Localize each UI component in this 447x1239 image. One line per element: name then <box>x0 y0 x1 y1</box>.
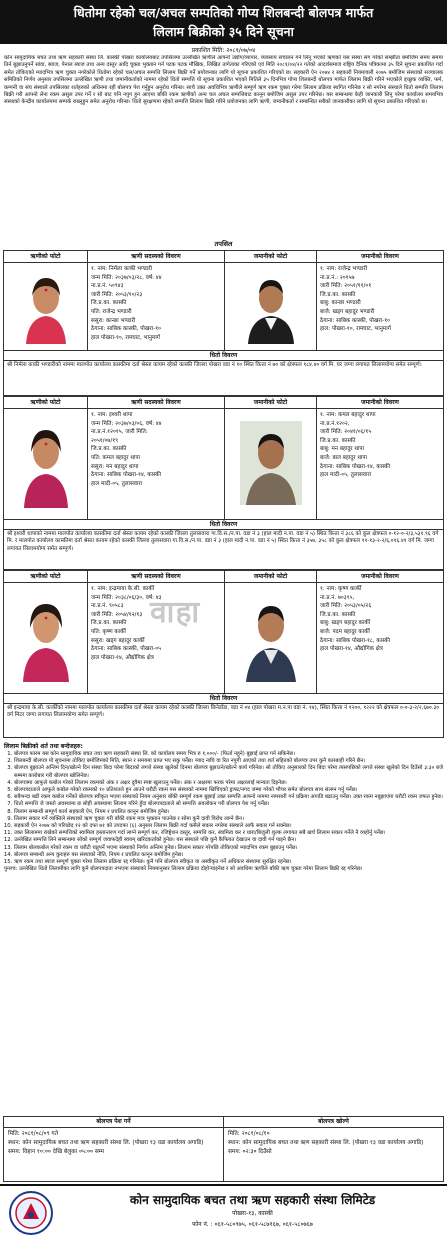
condition-item: 15. ऋण रकम तथा ब्याज सम्पूर्ण चुक्ता गरेमा लिलाम प्रक्रिया रद्द गरिनेछ। कुनै पनि बोलपत्र स्वीकृत वा अस्वीकृत गर्ने अधिकार संस्थामा सुरक्षित रहनेछ। <box>14 859 443 866</box>
guarantor-line: ठेगाना: साबिक कास्की, पोखरा-१० <box>320 317 391 324</box>
guarantor-photo <box>233 413 308 513</box>
guarantor-line: १. नाम: कमल बहादुर थापा <box>320 412 376 418</box>
borrower-line: ससुरा: मन बहादुर थापा <box>91 463 139 470</box>
bid-submission-title: बोलपत्र पेश गर्ने <box>4 1117 223 1128</box>
borrower-line: जारी मिति: २०५३/१०/२३ <box>91 291 143 298</box>
guarantor-photo-cell <box>225 571 317 693</box>
borrower-photo-header: ऋणीको फोटो <box>4 397 87 409</box>
borrower-line: १. नाम: इश्वरी थापा <box>91 412 133 418</box>
condition-item: 1. बोलपत्र फारम यस कोन सामुदायिक बचत तथा ऋण सहकारी संस्था लि. को कार्यालय समय भित्र रु १,०००/- (फिर्ता नहुने) बुझाई प्राप्त गर्न सकिनेछ। <box>14 751 443 758</box>
record-1 <box>3 250 444 351</box>
condition-item: 11. उक्त लिलाममा राखेको सम्पत्तिको स्वामित्व हस्तान्तरण गर्दा लाग्ने सम्पूर्ण कर, रजिष्ट्रेशन दस्तुर, सम्पत्ति कर, स्वामित्व कर र धारा/बिजुली शुल्क लगायत सबै खर्च लिलाम सकार गर्नेले नै व्यहोर्नु पर्नेछ। <box>14 830 443 837</box>
borrower-line: १. नाम: निर्मला काकी भण्डारी <box>91 266 152 272</box>
guarantor-line: जि.प्र.का. कास्की <box>320 611 356 618</box>
guarantor-line: जारी मिति: २०४१/०६/१५ <box>320 429 372 436</box>
guarantor-details-cell <box>317 571 443 693</box>
guarantor-line: बाबु: कान्छा भण्डारी <box>320 300 361 307</box>
borrower-photo-cell <box>4 571 88 693</box>
publish-date: प्रकाशित मिति: २०८१/०७/०४ <box>191 47 256 54</box>
borrower-line: ना.प्र.नं. ५०९४३ <box>91 283 124 290</box>
header-title-line1: धितोमा रहेको चल/अचल सम्पतिको गोप्य शिलबन्दी बोलपत्र मार्फत <box>73 5 374 20</box>
borrower-line: जि.प्र.का. कास्की <box>91 446 127 453</box>
borrower-line: २०५१/०७/१९ <box>91 437 119 444</box>
borrower-line: पति: राजेन्द्र भण्डारी <box>91 308 132 315</box>
borrower-line: ठेगाना: साबिक कास्की, पोखरा-१० <box>91 326 162 333</box>
man-portrait-icon <box>240 592 302 682</box>
man-portrait-icon <box>240 421 302 505</box>
guarantor-line: बाबु: मन बहादुर थापा <box>320 446 365 453</box>
borrower-line: हाल मादी-०५, तुलासवारा <box>91 480 143 487</box>
intro-section <box>4 46 443 240</box>
guarantor-photo-header: जमानीको फोटो <box>225 397 316 409</box>
borrower-photo <box>12 587 79 687</box>
borrower-line: पति: कमल बहादुर थापा <box>91 454 140 461</box>
postscript-note: पुनश्च: उल्लेखित धितो लिलामीका लागि कुनै बोलपत्रदाता नभएमा संस्थाको नियमानुसार लिलाम प्रक्रिया दोहोर्‍याइनेछ र सो अवधिमा ऋणीले बाँकी ऋण चुक्ता गरेमा लिलाम बिक्री रद्द गरिनेछ। <box>4 866 363 873</box>
guarantor-details <box>317 409 443 482</box>
watermark: वाहा <box>150 596 201 629</box>
guarantor-line: ना.प्र.नं.: २०१५७ <box>320 274 355 281</box>
tapasil-heading: तपसिल <box>214 240 233 248</box>
collateral-section-3 <box>3 694 444 738</box>
woman-portrait-icon <box>15 592 77 682</box>
woman-portrait-icon <box>16 268 76 344</box>
guarantor-line: बाजे: बाल बहादुर थापा <box>320 454 367 461</box>
guarantor-line: हाल पोखरा-१४, औद्योगिक क्षेत्र <box>320 646 383 653</box>
woman-portrait-icon <box>16 418 76 508</box>
condition-item: 13. लिलाम बोलकबोल गरेको रकम वा धरौटी थप्नुपर्ने भएमा संस्थाको निर्णय अन्तिम हुनेछ। लिलाम सकार गरेपछि तोकिएको म्यादभित्र रकम बुझाउनु पर्नेछ। <box>14 845 443 852</box>
guarantor-photo <box>233 587 308 687</box>
collateral-text: श्री इश्वरी थापाको नाममा मालपोत कार्यालय कास्कीमा दर्ता श्रेस्ता कायम रहेको कास्की जिल्ला तुलासवारा गा.वि.स./न.पा. वडा नं ३ (हाल मादी न.पा. वडा नं ५) स्थित कित्ता नं ३८६ को कुल क्षेत्रफल ०-१२-०-२/३,५३१.९६ वर्ग मि. र मालपोत कार्यालय कास्कीमा दर्ता श्रेस्ता कायम रहेको कास्की जिल्ला तुलासवारा गा.वि.स./न.पा. वडा नं ३ (हाल मादी न.पा. वडा नं ५) स्थित कित्ता नं ३५७, ३५८ को कुल क्षेत्रफल ११-१३-२-२/६,०१६.४१ वर्ग मि. जग्गा लगायत लिलामयोग्य समेत सम्पूर्ण। <box>7 531 439 552</box>
bid-opening-column <box>224 1117 443 1181</box>
guarantor-details-cell <box>317 251 443 350</box>
borrower-details-header: ऋणी सदस्यको विवरण <box>88 397 224 409</box>
guarantor-line: १. नाम: कृष्ण कार्की <box>320 586 362 592</box>
guarantor-line: १. नाम: राजेन्द्र भण्डारी <box>320 266 368 272</box>
borrower-details-header: ऋणी सदस्यको विवरण <box>88 571 224 583</box>
guarantor-details-header: जमानीको विवरण <box>317 397 443 409</box>
guarantor-line: हाल मादी-०५, तुलासवारा <box>320 472 372 479</box>
condition-item: 14. बोलपत्र सम्बन्धी अन्य कुराहरु यस संस्थाको नीति, नियम र प्रचलित कानून बमोजिम हुनेछ। <box>14 852 443 859</box>
organization-address: पोखरा-१३, कास्की <box>232 1210 273 1217</box>
guarantor-line: ठेगाना: साबिक पोखरा-१८, कास्की <box>320 637 391 644</box>
bid-opening-place: स्थान: कोन सामुदायिक बचत तथा ऋण सहकारी संस्था लि. (पोखरा १३ वडा कार्यालय अगाडि) <box>228 1140 424 1146</box>
condition-item: 12. उल्लेखित सम्पत्ति लिने सम्बन्धमा सोको सम्पूर्ण जवाफदेही स्वयम् खरिदकर्ताको हुनेछ। यस संस्थाले पछि कुनै कैफियत देखाउन वा दावी गर्न पाइने छैन। <box>14 837 443 844</box>
notice-header <box>0 0 447 44</box>
guarantor-details <box>317 263 443 336</box>
notice-footer <box>0 1184 447 1239</box>
header-title-line2: लिलाम बिक्रीको ३५ दिने सूचना <box>153 24 294 39</box>
guarantor-line: बाजे: खड्ग बहादुर भण्डारी <box>320 308 375 315</box>
guarantor-line: ठेगाना: साबिक पोखरा-१४, कास्की <box>320 463 391 470</box>
record-3 <box>3 570 444 694</box>
guarantor-photo-cell <box>225 397 317 519</box>
guarantor-photo-header: जमानीको फोटो <box>225 251 316 263</box>
guarantor-details <box>317 583 443 656</box>
borrower-line: जन्म मिति: २०३८/०६/३०, वर्ष: ४३ <box>91 594 162 601</box>
borrower-line: हाल पोखरा-१०, रामघाट, भानुमार्ग <box>91 334 160 341</box>
borrower-line: ना.प्र.नं.१२०१५, जारी मिति: <box>91 429 148 436</box>
guarantor-details-header: जमानीको विवरण <box>317 571 443 583</box>
organization-name: कोन सामुदायिक बचत तथा ऋण सहकारी संस्था लिमिटेड <box>129 1193 376 1207</box>
borrower-line: १. नाम: इन्द्रमाया के.सी. कार्की <box>91 586 155 592</box>
collateral-text: श्री इन्द्रमाया के.सी. कार्कीको नाममा मालपोत कार्यालय कास्कीमा दर्ता श्रेस्ता कायम रहेको कास्की जिल्ला छिनेडाँडा, वडा नं ०४ (हाल पोखरा म.न.पा वडा नं. १४), स्थित कित्ता नं १२००, १२२२ को क्षेत्रफल ०-०-३-२/२,६७०.३० वर्ग मिटर जग्गा लगायत लिलामयोग्य समेत सम्पूर्ण। <box>7 705 440 719</box>
bid-submission-date: मिति: २०८१/०८/०९ गते <box>8 1131 59 1137</box>
borrower-line: ना.प्र.नं. ९०५८३ <box>91 603 124 610</box>
borrower-details-cell <box>88 251 225 350</box>
borrower-line: ससुरा: खड्ग बहादुर कार्की <box>91 637 145 644</box>
bid-submission-body <box>4 1128 223 1159</box>
guarantor-photo-header: जमानीको फोटो <box>225 571 316 583</box>
borrower-line: ठेगाना: साबिक पोखरा-१४, कास्की <box>91 472 162 479</box>
guarantor-photo-cell <box>225 251 317 350</box>
borrower-photo-header: ऋणीको फोटो <box>4 571 87 583</box>
man-portrait-icon <box>240 268 302 344</box>
bid-opening-title: बोलपत्र खोल्ने <box>224 1117 443 1128</box>
collateral-section-2 <box>3 520 444 570</box>
bid-submission-time: समय: विहान १०:०० देखि बेलुका ०५:०० सम्म <box>8 1149 104 1155</box>
bid-schedule-table <box>3 1116 444 1182</box>
bid-submission-place: स्थान: कोन सामुदायिक बचत तथा ऋण सहकारी संस्था लि. (पोखरा १३ वडा कार्यालय अगाडि) <box>8 1140 204 1146</box>
borrower-photo <box>12 413 79 513</box>
guarantor-line: ना.प्र.नं. ७०३९५, <box>320 594 355 601</box>
borrower-line: हाल पोखरा-१४, औद्योगिक क्षेत्र <box>91 654 154 661</box>
guarantor-line: जि.प्र.का. कास्की <box>320 291 356 298</box>
bid-opening-time: समय: ०२:३० दिउँसो <box>228 1149 272 1155</box>
condition-item: 2. शिलबन्दी बोलपत्र यो सूचनामा तोकिए बमोजिमको मिति, स्थान र समयमा प्राप्त भए सकु पर्नेछ। म्याद नाघि वा रित नपुगी आएको तथा शर्त सहितको बोलपत्र उपर कुनै कारबाही गरिने छैन। <box>14 758 443 765</box>
borrower-details-header: ऋणी सदस्यको विवरण <box>88 251 224 263</box>
borrower-line: पति: कृष्ण कार्की <box>91 628 126 635</box>
borrower-line: जि.प्र.का. कास्की <box>91 620 127 627</box>
bid-submission-column <box>4 1117 224 1181</box>
organization-phone: फोन नं. : ०६१-५८०९७५, ०६१-५८७१६७, ०६१-५८०७६७ <box>192 1221 313 1228</box>
collateral-title: धितो विवरण <box>4 351 443 361</box>
borrower-line: जि.प्र.का. कास्की <box>91 300 127 307</box>
condition-item: 6. सबैभन्दा बढी रकम कबोल गर्नेको बोलपत्र स्वीकृत भएमा संस्थाको नियम अनुसार बाँकी सम्पूर्ण रकम बुझाई उक्त सम्पत्ति आफ्नो नाममा नामसारी गर्न प्रक्रिया अगाडि बढाउनु पर्नेछ। उक्त रकम नबुझाएमा धरौटी रकम जफत हुनेछ। <box>14 794 443 801</box>
borrower-photo-header: ऋणीको फोटो <box>4 251 87 263</box>
intro-paragraph: कोन सामुदायिक बचत तथा ऋण सहकारी संस्था लि. कास्की पोखरा कार्यालयबाट तपसिलमा उल्लेखित ऋणीले आफ्नो उद्योग/व्यापार, व्यवसाय संचालन गर्न लिनु भएको ऋणको यस संस्था संग गरेको सम्झौता बमोजिम समय सममा तिर्न बुझाउनुपर्ने सांवा, ब्याज, पेनाल ब्याज तथा अन्य दस्तुर आदि चुक्ता भुक्तान गर्न पटक पटक मौखिक, लिखित तागेताका गरिएको एवं मिति २०८१/०४/२२ गतेको आदर्शसमाज राष्ट्रिय दैनिक पत्रिकामा ३५ दिने सूचना प्रकाशित गर्दा समेत तोकिएको म्यादभित्र ऋण चुक्ता नगरेकोले धितोमा रहेको चल/अचल सम्पत्ति लिलाम बिक्री गर्ने प्रयोजनका लागि यो सूचना प्रकाशित गरिएको छ। सहकारी ऐन २०७४ र सहकारी नियमावली २०७५ बमोजिम संस्थाको सञ्चालक समितिको निर्णय अनुसार तपसिलमा उल्लेखित ऋणी तथा जमानीकर्ताको नाममा रहेको धितो सम्पत्ति यो सूचना प्रकाशित भएको मितिले ३५ दिनभित्र गोप्य शिलबन्दी बोलपत्र मार्फत लिलाम बिक्री गरिने भएकोले इच्छुक व्यक्ति, फर्म, कम्पनी वा संघ संस्थाले तपसिलका शर्तहरुको अधिनमा रही बोलपत्र पेश गर्नुहुन अनुरोध गरिन्छ। साथै उक्त अवधिभित्र ऋणीले सम्पूर्ण ऋण रकम चुक्ता गरेमा लिलाम प्रक्रिया स्थगित गरिनेछ र सो नगरेमा संस्थाले धितो सम्पत्ति लिलाम बिक्री गरी आफ्नो लेना रकम असुल उपर गर्ने र सो बाट पनि नपुग हुन आएमा बाँकी रकम ऋणीको अन्य चल अचल सम्पत्तिबाट कानून बमोजिम असुल उपर गरिनेछ। यस सम्बन्धमा केही जानकारी लिनु परेमा कार्यालय समयभित्र संस्थाको केन्द्रीय कार्यालयमा सम्पर्क राख्नुहुन समेत अनुरोध गरिन्छ। धितो सुरक्षणमा रहेको सम्पत्ति लिलाम बिक्री गरिने प्रयोजनका लागि ऋणी, जमानीकर्ता र सम्बन्धित सबैको जानकारीका लागि यो सूचना प्रकाशित गरिएको छ। <box>4 55 443 106</box>
conditions-title: लिलाम बिक्रीको शर्त तथा बन्देजहरु: <box>4 743 83 750</box>
borrower-line: जन्म मिति: २०३७/०३/०६, वर्ष: ४४ <box>91 420 162 427</box>
condition-item: 9. लिलाम सकार गर्ने व्यक्तिले संस्थाको ऋण चुक्ता गरी बाँकी रकम मात्र भुक्तान पाउनेछ र सोमा कुनै दावी विरोध लाग्ने छैन। <box>14 816 443 823</box>
bid-opening-date: मिति: २०८१/०८/१० <box>228 1131 270 1137</box>
borrower-details-cell <box>88 397 225 519</box>
condition-item: 3. बोलपत्र बुझाउने अन्तिम दिन/खोल्ने दिन संस्था बिदा परेमा बिदाको लगत्ते संस्था खुलेको दिनमा बोलपत्र बुझाउने/खोल्ने कार्य गरिनेछ। सो तोकिए अनुसारको दिन बिदा परेमा त्यसपछिको लगत्ते संस्था खुलेको दिन दिउँसो ३:३० बजे सम्ममा कारोबार गरी बोलपत्र खोलिनेछ। <box>14 765 443 779</box>
borrower-photo <box>12 267 79 344</box>
guarantor-details-header: जमानीको विवरण <box>317 251 443 263</box>
guarantor-photo <box>233 267 308 344</box>
condition-item: 4. बोलपत्रमा आफुले कबोल गरेको लिलाम रकमको अंक र अक्षर दुवैमा स्पष्ट खुलाउनु पर्नेछ। अंक र अक्षरमा फरक परेमा अक्षरलाई मान्यता दिइनेछ। <box>14 780 443 787</box>
guarantor-line: हाल: पोखरा-१०, रामघाट, भानुमार्ग <box>320 326 391 333</box>
guarantor-line: जि.प्र.का. कास्की <box>320 437 356 444</box>
borrower-line: जन्म मिति: २०३७/०३/२८, वर्ष: ४४ <box>91 274 162 281</box>
borrower-details <box>88 263 224 344</box>
borrower-details <box>88 409 224 490</box>
borrower-line: जारी मिति: २०५४/१२/१३ <box>91 611 143 618</box>
condition-item: 8. लिलाम सम्बन्धी सम्पूर्ण कार्य सहकारी ऐन, नियम र प्रचलित कानून बमोजिम हुनेछ। <box>14 809 443 816</box>
bid-opening-body <box>224 1128 443 1159</box>
collateral-text: श्री निर्मला काकी भण्डारीको नाममा मालपोत कार्यालय कास्कीमा दर्ता श्रेस्ता कायम रहेको कास्की जिल्ला पोखरा वडा नं १० स्थित कित्ता नं ७० को क्षेत्रफल १८४.४० वर्ग मि. घर जग्गा लगायत लिलामयोग्य समेत सम्पूर्ण। <box>7 362 422 368</box>
guarantor-line: ना.प्र.नं.१२०२, <box>320 420 350 427</box>
borrower-photo-cell <box>4 397 88 519</box>
borrower-line: ससुरा: कान्छा भण्डारी <box>91 317 136 324</box>
auction-conditions <box>4 742 443 873</box>
borrower-photo-cell <box>4 251 88 350</box>
cooperative-logo-icon <box>8 1190 54 1236</box>
condition-item: 10. सहकारी ऐन २०७४ को परिच्छेद १२ को दफा ७१ को उपदफा (६) अनुसार लिलाम बिक्री गर्दा कसैले सकार नगरेमा संस्थाले आफै सकार गर्न सक्नेछ। <box>14 823 443 830</box>
condition-item: 5. बोलपत्रदाताले आफुले कबोल गरेको रकमको १० प्रतिशतले हुन आउने धरौटी रकम यस संस्थाको नाममा खिचिएको ड्राफ्ट/नगद जम्मा गरेको भौचर समेत बोलपत्र साथ संलग्न गर्नु पर्नेछ। <box>14 787 443 794</box>
borrower-line: ठेगाना: साबिक कास्की, पोखरा-०५ <box>91 646 162 653</box>
collateral-title: धितो विवरण <box>4 694 443 704</box>
record-2 <box>3 396 444 520</box>
guarantor-line: जारी मिति: २०५१/११/०१ <box>320 283 372 290</box>
collateral-title: धितो विवरण <box>4 520 443 530</box>
guarantor-line: बाबु: खड्ग बहादुर कार्की <box>320 620 371 627</box>
guarantor-details-cell <box>317 397 443 519</box>
condition-item: 7. धितो सम्पत्ति जे जस्तो अवस्थामा छ सोही अवस्थामा लिलाम गरिने हुँदा बोलपत्रदाताले सो सम्पत्ति अवलोकन गरी बोलपत्र पेश गर्नु पर्नेछ। <box>14 801 443 808</box>
collateral-section-1 <box>3 351 444 396</box>
guarantor-line: बाजे: पदम बहादुर कार्की <box>320 628 370 635</box>
conditions-list <box>4 751 443 866</box>
guarantor-line: जारी मिति: २०५३/०५/२६ <box>320 603 372 610</box>
